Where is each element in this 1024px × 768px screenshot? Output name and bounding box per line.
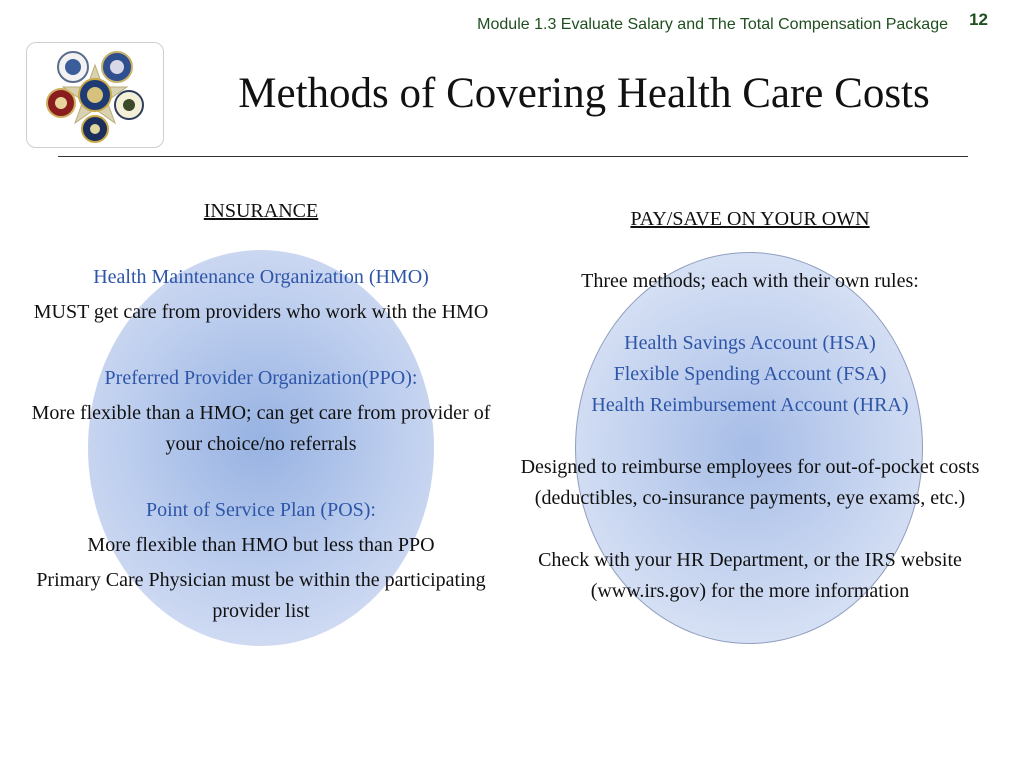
- hsa-item: Health Savings Account (HSA): [624, 332, 876, 354]
- pos-text-2: Primary Care Physician must be within the participating provider list: [36, 569, 486, 622]
- ppo-text: More flexible than a HMO; can get care from provider of your choice/no referrals: [31, 402, 491, 455]
- check-hr-text: Check with your HR Department, or the IRS website (www.irs.gov) for the more information: [538, 549, 962, 602]
- hra-item: Health Reimbursement Account (HRA): [591, 394, 909, 416]
- methods-intro: Three methods; each with their own rules:: [581, 270, 919, 292]
- pos-title: Point of Service Plan (POS):: [146, 499, 376, 521]
- pay-save-heading: PAY/SAVE ON YOUR OWN: [630, 208, 870, 230]
- reimburse-text: Designed to reimburse employees for out-of-pocket costs (deductibles, co-insurance payments, eye exams, etc.): [520, 456, 980, 509]
- pay-save-column: [520, 204, 980, 607]
- ppo-title: Preferred Provider Organization(PPO):: [104, 367, 418, 389]
- fsa-item: Flexible Spending Account (FSA): [613, 363, 887, 385]
- slide-number: 12: [969, 10, 988, 29]
- page-title: Methods of Covering Health Care Costs: [238, 70, 930, 117]
- insurance-column: [30, 196, 492, 627]
- military-seals-logo: [26, 42, 164, 148]
- pos-text-1: More flexible than HMO but less than PPO: [87, 534, 435, 556]
- module-header: Module 1.3 Evaluate Salary and The Total Compensation Package: [477, 16, 948, 33]
- title-divider: [58, 156, 968, 157]
- hmo-title: Health Maintenance Organization (HMO): [93, 266, 429, 288]
- seals-icon: [27, 43, 163, 147]
- insurance-heading: INSURANCE: [203, 200, 319, 222]
- hmo-text: MUST get care from providers who work with the HMO: [33, 301, 489, 323]
